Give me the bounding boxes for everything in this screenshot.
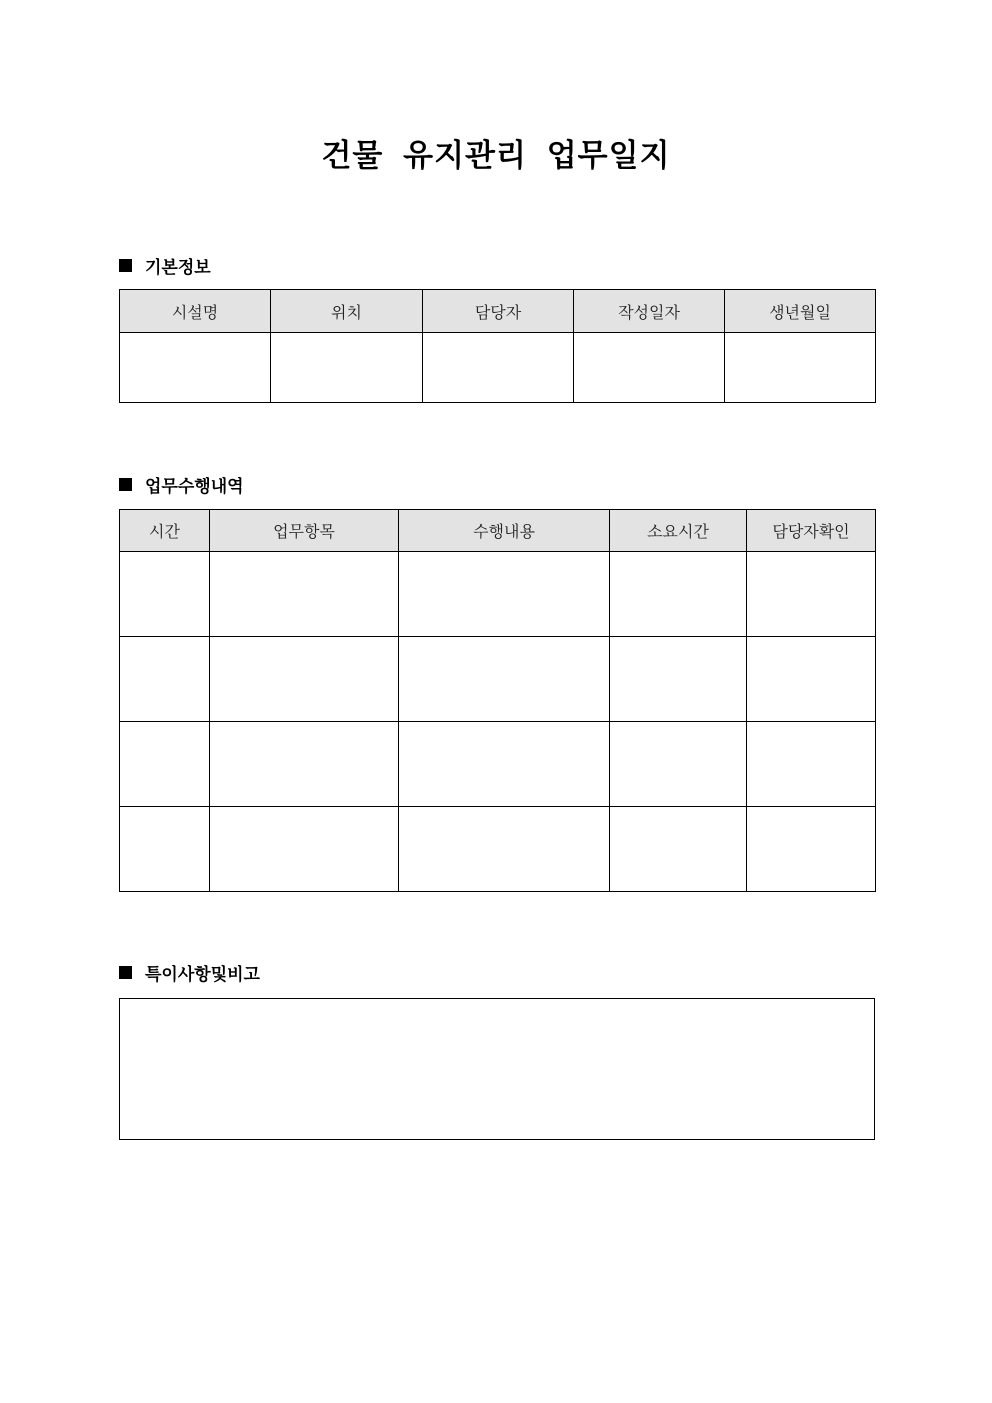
basic-info-value-row: [120, 333, 876, 403]
date-written-header: 작성일자: [574, 290, 725, 333]
task-item-header: 업무항목: [210, 510, 399, 552]
task-details-header: 수행내용: [399, 510, 610, 552]
task-details-cell[interactable]: [399, 722, 610, 807]
table-row: [120, 722, 876, 807]
manager-confirm-header: 담당자확인: [747, 510, 876, 552]
duration-cell[interactable]: [610, 722, 747, 807]
remarks-heading: [119, 960, 260, 984]
date-written-cell[interactable]: [574, 333, 725, 403]
manager-confirm-cell[interactable]: [747, 552, 876, 637]
task-details-cell[interactable]: [399, 552, 610, 637]
manager-header: 담당자: [423, 290, 574, 333]
remarks-box[interactable]: [119, 998, 875, 1140]
task-item-cell[interactable]: [210, 552, 399, 637]
duration-cell[interactable]: [610, 807, 747, 892]
duration-cell[interactable]: [610, 552, 747, 637]
birth-date-header: 생년월일: [725, 290, 876, 333]
location-header: 위치: [271, 290, 423, 333]
time-cell[interactable]: [120, 722, 210, 807]
document-title: 건물 유지관리 업무일지: [321, 138, 671, 174]
task-log-table: [119, 509, 876, 892]
duration-cell[interactable]: [610, 637, 747, 722]
basic-info-table: [119, 289, 876, 403]
task-log-heading: [119, 472, 244, 496]
table-row: [120, 807, 876, 892]
task-details-cell[interactable]: [399, 637, 610, 722]
task-item-cell[interactable]: [210, 807, 399, 892]
task-log-header-row: [120, 510, 876, 552]
task-details-cell[interactable]: [399, 807, 610, 892]
remarks-heading-text: 특이사항및비고: [145, 964, 260, 985]
task-item-cell[interactable]: [210, 722, 399, 807]
facility-name-header: 시설명: [120, 290, 271, 333]
manager-cell[interactable]: [423, 333, 574, 403]
birth-date-cell[interactable]: [725, 333, 876, 403]
facility-name-cell[interactable]: [120, 333, 271, 403]
square-bullet-icon: [119, 966, 132, 979]
time-cell[interactable]: [120, 637, 210, 722]
task-log-heading-text: 업무수행내역: [145, 476, 244, 497]
task-item-cell[interactable]: [210, 637, 399, 722]
location-cell[interactable]: [271, 333, 423, 403]
basic-info-heading-text: 기본정보: [145, 257, 211, 278]
square-bullet-icon: [119, 259, 132, 272]
manager-confirm-cell[interactable]: [747, 722, 876, 807]
time-cell[interactable]: [120, 807, 210, 892]
basic-info-header-row: [120, 290, 876, 333]
time-cell[interactable]: [120, 552, 210, 637]
table-row: [120, 552, 876, 637]
basic-info-heading: [119, 253, 211, 277]
manager-confirm-cell[interactable]: [747, 807, 876, 892]
square-bullet-icon: [119, 478, 132, 491]
duration-header: 소요시간: [610, 510, 747, 552]
table-row: [120, 637, 876, 722]
time-header: 시간: [120, 510, 210, 552]
manager-confirm-cell[interactable]: [747, 637, 876, 722]
